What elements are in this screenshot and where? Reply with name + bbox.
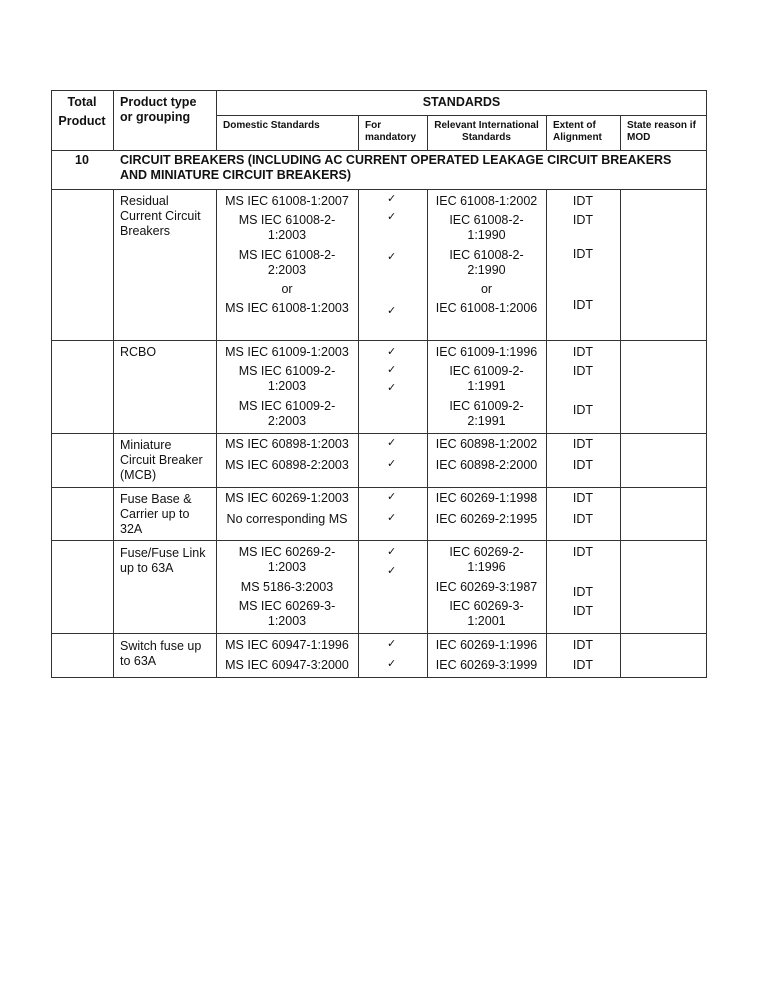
row-divider bbox=[51, 633, 707, 634]
alignment-value: IDT bbox=[572, 194, 594, 208]
column-divider bbox=[546, 115, 547, 150]
row-divider bbox=[51, 540, 707, 541]
alignment-value: IDT bbox=[572, 585, 594, 599]
column-divider bbox=[113, 90, 114, 150]
domestic-standard-text: MS IEC 60898-2:2003 bbox=[225, 458, 349, 472]
alignment-value: IDT bbox=[572, 512, 594, 526]
section-bottom-border bbox=[51, 189, 707, 190]
international-standard-text: IEC 60269-2- bbox=[449, 545, 524, 559]
domestic-standard-text: MS IEC 61009-2- bbox=[238, 364, 336, 378]
check-mark-icon: ✓ bbox=[387, 545, 397, 558]
international-standard-text: IEC 61008-2- bbox=[449, 248, 524, 262]
alignment-value: IDT bbox=[572, 247, 594, 261]
product-type-line: Miniature bbox=[120, 438, 172, 452]
international-standard-text: IEC 60269-3:1999 bbox=[435, 658, 538, 672]
international-standard-text: IEC 61009-2- bbox=[449, 399, 524, 413]
domestic-standard-text: 1:2003 bbox=[267, 560, 307, 574]
alignment-value: IDT bbox=[572, 437, 594, 451]
check-mark-icon: ✓ bbox=[387, 363, 397, 376]
alignment-value: IDT bbox=[572, 364, 594, 378]
product-type-line: Breakers bbox=[120, 224, 171, 238]
international-standard-text: IEC 60269-1:1998 bbox=[435, 491, 538, 505]
international-standard-text: IEC 60898-2:2000 bbox=[435, 458, 538, 472]
row-divider bbox=[51, 487, 707, 488]
row-divider bbox=[51, 340, 707, 341]
row-divider bbox=[51, 433, 707, 434]
check-mark-icon: ✓ bbox=[387, 250, 397, 263]
check-mark-icon: ✓ bbox=[387, 457, 397, 470]
check-mark-icon: ✓ bbox=[387, 345, 397, 358]
column-divider bbox=[358, 189, 359, 678]
column-divider bbox=[358, 115, 359, 150]
international-standard-text: IEC 61008-2- bbox=[449, 213, 524, 227]
product-type-line: Current Circuit bbox=[120, 209, 201, 223]
check-mark-icon: ✓ bbox=[387, 564, 397, 577]
domestic-standard-text: 2:2003 bbox=[267, 414, 307, 428]
alignment-value: IDT bbox=[572, 403, 594, 417]
alignment-value: IDT bbox=[572, 638, 594, 652]
check-mark-icon: ✓ bbox=[387, 381, 397, 394]
domestic-standard-text: or bbox=[281, 282, 293, 296]
header-total-product: Total Product bbox=[58, 95, 106, 128]
domestic-standard-text: 1:2003 bbox=[267, 228, 307, 242]
international-standard-text: IEC 61009-1:1996 bbox=[435, 345, 538, 359]
domestic-standard-text: MS IEC 61008-2- bbox=[238, 213, 336, 227]
product-type-line: Fuse Base & bbox=[120, 492, 192, 506]
section-title: CIRCUIT BREAKERS (INCLUDING AC CURRENT OPERATED LEAKAGE CIRCUIT BREAKERS AND MINIATURE CIRCUIT BREAKERS) bbox=[120, 153, 672, 182]
product-type-cell bbox=[120, 194, 201, 239]
domestic-standard-text: MS IEC 61008-1:2007 bbox=[225, 194, 349, 208]
product-type-cell bbox=[120, 546, 205, 576]
table-border-bottom bbox=[51, 677, 707, 678]
header-bottom-border bbox=[51, 150, 707, 151]
product-type-line: RCBO bbox=[120, 345, 157, 359]
column-divider bbox=[113, 189, 114, 678]
international-standard-text: 2:1990 bbox=[467, 263, 506, 277]
international-standard-text: 1:1990 bbox=[467, 228, 506, 242]
international-standard-text: IEC 61008-1:2002 bbox=[435, 194, 538, 208]
product-type-cell bbox=[120, 345, 156, 360]
domestic-standard-text: MS IEC 60269-1:2003 bbox=[225, 491, 349, 505]
header-product-type: Product type or grouping bbox=[120, 95, 197, 124]
product-type-line: Circuit Breaker bbox=[120, 453, 203, 467]
alignment-value: IDT bbox=[572, 604, 594, 618]
product-type-line: Fuse/Fuse Link bbox=[120, 546, 206, 560]
header-extent-of-alignment: Extent of Alignment bbox=[553, 120, 602, 143]
product-type-line: up to 63A bbox=[120, 561, 174, 575]
header-divider bbox=[216, 115, 707, 116]
alignment-value: IDT bbox=[572, 458, 594, 472]
product-type-line: Carrier up to bbox=[120, 507, 190, 521]
domestic-standard-text: MS IEC 60898-1:2003 bbox=[225, 437, 349, 451]
domestic-standard-text: 1:2003 bbox=[267, 379, 307, 393]
table-border-left bbox=[51, 90, 52, 678]
international-standard-text: 1:1996 bbox=[467, 560, 506, 574]
check-mark-icon: ✓ bbox=[387, 436, 397, 449]
product-type-line: 32A bbox=[120, 522, 143, 536]
column-divider bbox=[620, 189, 621, 678]
column-divider bbox=[620, 115, 621, 150]
international-standard-text: IEC 61009-2- bbox=[449, 364, 524, 378]
check-mark-icon: ✓ bbox=[387, 511, 397, 524]
international-standard-text: IEC 60269-3- bbox=[449, 599, 524, 613]
international-standard-text: IEC 60269-1:1996 bbox=[435, 638, 538, 652]
header-reason-if-mod: State reason if MOD bbox=[627, 120, 696, 143]
domestic-standard-text: 1:2003 bbox=[267, 614, 307, 628]
international-standard-text: 1:1991 bbox=[467, 379, 506, 393]
alignment-value: IDT bbox=[572, 345, 594, 359]
alignment-value: IDT bbox=[572, 658, 594, 672]
domestic-standard-text: MS IEC 60947-1:1996 bbox=[225, 638, 349, 652]
alignment-value: IDT bbox=[572, 545, 594, 559]
check-mark-icon: ✓ bbox=[387, 210, 397, 223]
check-mark-icon: ✓ bbox=[387, 490, 397, 503]
product-type-cell bbox=[120, 438, 203, 483]
domestic-standard-text: MS IEC 61008-1:2003 bbox=[225, 301, 349, 315]
check-mark-icon: ✓ bbox=[387, 304, 397, 317]
product-type-cell bbox=[120, 639, 201, 669]
header-standards: STANDARDS bbox=[422, 95, 501, 109]
international-standard-text: IEC 60269-3:1987 bbox=[435, 580, 538, 594]
table-border-right bbox=[706, 90, 707, 678]
alignment-value: IDT bbox=[572, 491, 594, 505]
header-domestic-standards: Domestic Standards bbox=[223, 120, 320, 131]
domestic-standard-text: MS IEC 60269-2- bbox=[238, 545, 336, 559]
product-type-line: Residual bbox=[120, 194, 169, 208]
domestic-standard-text: MS IEC 61008-2- bbox=[238, 248, 336, 262]
check-mark-icon: ✓ bbox=[387, 657, 397, 670]
domestic-standard-text: No corresponding MS bbox=[226, 512, 348, 526]
domestic-standard-text: 2:2003 bbox=[267, 263, 307, 277]
product-type-line: Switch fuse up bbox=[120, 639, 202, 653]
product-type-line: (MCB) bbox=[120, 468, 157, 482]
section-number: 10 bbox=[75, 153, 89, 167]
alignment-value: IDT bbox=[572, 213, 594, 227]
header-international-standards: Relevant International Standards bbox=[434, 120, 539, 143]
international-standard-text: IEC 60269-2:1995 bbox=[435, 512, 538, 526]
domestic-standard-text: MS 5186-3:2003 bbox=[240, 580, 334, 594]
domestic-standard-text: MS IEC 60269-3- bbox=[238, 599, 336, 613]
product-type-line: to 63A bbox=[120, 654, 157, 668]
domestic-standard-text: MS IEC 61009-1:2003 bbox=[225, 345, 349, 359]
domestic-standard-text: MS IEC 61009-2- bbox=[238, 399, 336, 413]
international-standard-text: or bbox=[480, 282, 493, 296]
international-standard-text: 1:2001 bbox=[467, 614, 506, 628]
check-mark-icon: ✓ bbox=[387, 637, 397, 650]
alignment-value: IDT bbox=[572, 298, 594, 312]
international-standard-text: 2:1991 bbox=[467, 414, 506, 428]
product-type-cell bbox=[120, 492, 192, 537]
table-border-top bbox=[51, 90, 707, 91]
international-standard-text: IEC 60898-1:2002 bbox=[435, 437, 538, 451]
international-standard-text: IEC 61008-1:2006 bbox=[435, 301, 538, 315]
domestic-standard-text: MS IEC 60947-3:2000 bbox=[225, 658, 349, 672]
check-mark-icon: ✓ bbox=[387, 192, 397, 205]
header-for-mandatory: For mandatory bbox=[365, 120, 417, 143]
